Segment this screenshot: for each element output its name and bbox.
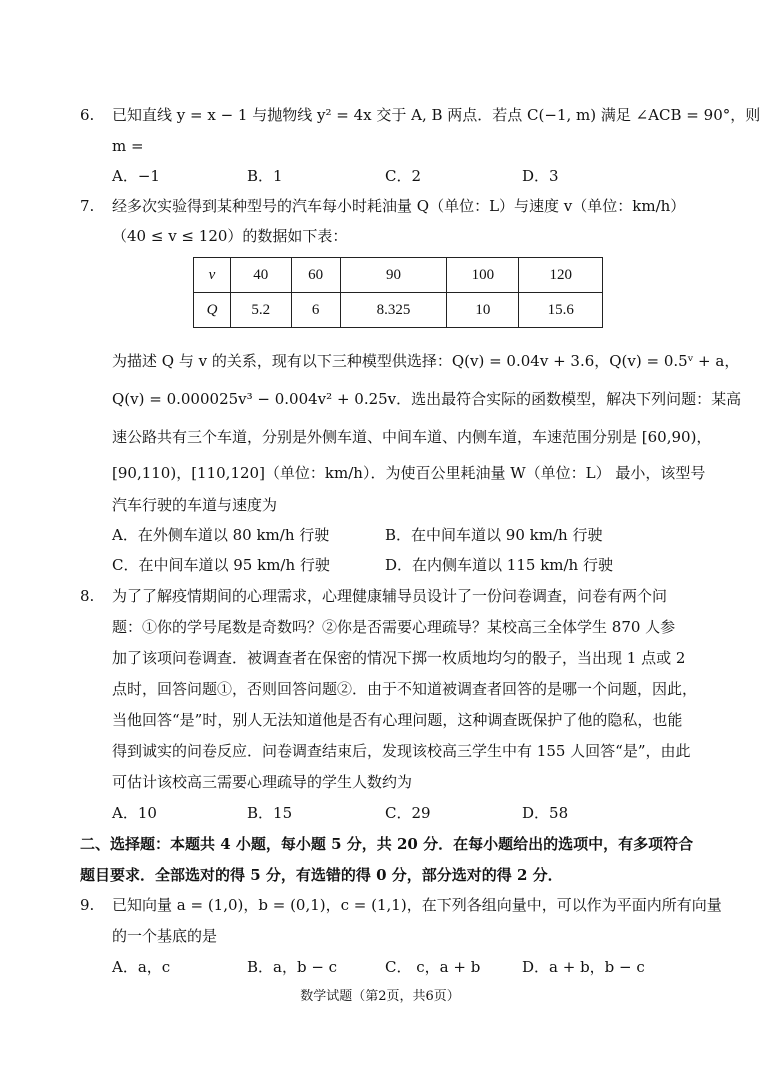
table-cell: 10	[447, 293, 519, 328]
q8-number: 8.	[80, 587, 95, 605]
q7-para-line3: 速公路共有三个车道，分别是外侧车道、中间车道、内侧车道，车速范围分别是 [60,90)，	[112, 428, 712, 446]
q8-option-b: B．15	[247, 804, 293, 822]
table-row-q	[194, 293, 603, 328]
q8-option-d: D．58	[522, 804, 569, 822]
q8-line: 为了了解疫情期间的心理需求，心理健康辅导员设计了一份问卷调查，问卷有两个问	[112, 587, 668, 605]
table-row-v	[194, 258, 603, 293]
q9-stem-line1: 已知向量 a = (1,0)，b = (0,1)，c = (1,1)，在下列各组向量中，可以作为平面内所有向量	[112, 896, 722, 914]
q8-option-a: A．10	[112, 804, 157, 822]
q7-para-line5: 汽车行驶的车道与速度为	[112, 496, 278, 514]
q6-stem-line1: 已知直线 y = x − 1 与抛物线 y² = 4x 交于 A, B 两点．若点 C(−1, m) 满足 ∠ACB = 90°，则	[112, 106, 760, 124]
q7-option-b: B．在中间车道以 90 km/h 行驶	[385, 526, 603, 544]
table-cell: 120	[519, 258, 603, 293]
q6-option-a: A．−1	[112, 167, 160, 185]
table-cell: 15.6	[519, 293, 603, 328]
q6-number: 6.	[80, 106, 95, 124]
q8-line: 题：①你的学号尾数是奇数吗？②你是否需要心理疏导？某校高三全体学生 870 人参	[112, 618, 676, 636]
table-cell: 60	[291, 258, 340, 293]
q7-option-c: C．在中间车道以 95 km/h 行驶	[112, 556, 330, 574]
table-cell: 100	[447, 258, 519, 293]
q7-para-line1: 为描述 Q 与 v 的关系，现有以下三种模型供选择：Q(v) = 0.04v + 3.6，Q(v) = 0.5ᵛ + a，	[112, 352, 740, 370]
q7-option-a: A．在外侧车道以 80 km/h 行驶	[112, 526, 330, 544]
table-cell: 5.2	[231, 293, 292, 328]
q6-option-c: C．2	[385, 167, 422, 185]
q9-option-a: A．a，c	[112, 958, 171, 976]
table-cell: 40	[231, 258, 292, 293]
section2-heading-line2: 题目要求．全部选对的得 5 分，有选错的得 0 分，部分选对的得 2 分．	[80, 866, 563, 884]
q7-number: 7.	[80, 197, 95, 215]
q7-para-line2: Q(v) = 0.000025v³ − 0.004v² + 0.25v．选出最符合实际的函数模型，解决下列问题：某高	[112, 390, 742, 408]
table-cell: 8.325	[340, 293, 447, 328]
q8-option-c: C．29	[385, 804, 431, 822]
q8-line: 得到诚实的问卷反应．问卷调查结束后，发现该校高三学生中有 155 人回答“是”，由此	[112, 742, 691, 760]
page-footer: 数学试题（第2页，共6页）	[300, 989, 460, 1004]
q9-option-b: B．a，b − c	[247, 958, 338, 976]
q6-option-d: D．3	[522, 167, 559, 185]
q9-number: 9.	[80, 896, 95, 914]
q8-line: 可估计该校高三需要心理疏导的学生人数约为	[112, 773, 413, 791]
table-cell: v	[194, 258, 231, 293]
table-cell: 6	[291, 293, 340, 328]
q6-stem-line2: m =	[112, 137, 144, 155]
q9-option-d: D．a + b，b − c	[522, 958, 645, 976]
q6-option-b: B．1	[247, 167, 283, 185]
table-cell: 90	[340, 258, 447, 293]
q7-stem-line1: 经多次实验得到某种型号的汽车每小时耗油量 Q（单位：L）与速度 v（单位：km/h）	[112, 197, 686, 215]
q7-option-d: D．在内侧车道以 115 km/h 行驶	[385, 556, 613, 574]
q8-line: 加了该项问卷调查．被调查者在保密的情况下掷一枚质地均匀的骰子，当出现 1 点或 2	[112, 649, 686, 667]
q8-line: 点时，回答问题①，否则回答问题②．由于不知道被调查者回答的是哪一个问题，因此，	[112, 680, 698, 698]
speed-fuel-table	[193, 257, 603, 328]
q9-stem-line2: 的一个基底的是	[112, 927, 218, 945]
table-cell: Q	[194, 293, 231, 328]
q9-option-c: C． c，a + b	[385, 958, 481, 976]
q7-para-line4: [90,110)，[110,120]（单位：km/h）．为使百公里耗油量 W（单位：L） 最小，该型号	[112, 464, 706, 482]
q7-stem-line2: （40 ≤ v ≤ 120）的数据如下表：	[112, 227, 348, 245]
q8-line: 当他回答“是”时，别人无法知道他是否有心理问题，这种调查既保护了他的隐私，也能	[112, 711, 683, 729]
section2-heading-line1: 二、选择题：本题共 4 小题，每小题 5 分，共 20 分．在每小题给出的选项中，有多项符合	[80, 835, 694, 853]
